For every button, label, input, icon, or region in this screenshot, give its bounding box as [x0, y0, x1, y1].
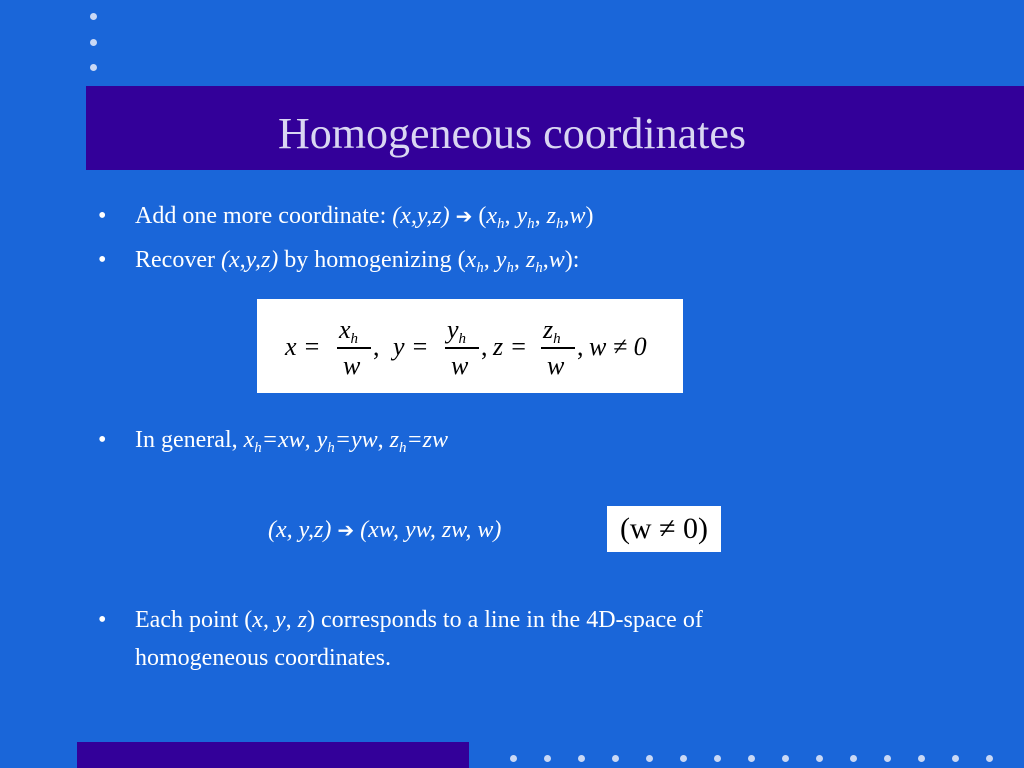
- sub-h: h: [327, 440, 335, 456]
- frac-den-w: w: [451, 351, 469, 380]
- x-var: x: [252, 607, 263, 633]
- w-var: w: [548, 247, 565, 273]
- y-var: y: [516, 203, 528, 229]
- x-var: x: [243, 427, 255, 453]
- bullet-text: :: [572, 247, 580, 273]
- bullet-recover: Recover (x,y,z) by homogenizing ($x_h$, $y_h$, $z_h,w$):: [135, 247, 580, 276]
- bullet-marker: •: [98, 203, 107, 229]
- x-var: x: [465, 247, 477, 273]
- bullet-in-general: In general, $x_h=xw$, $y_h=yw$, $z_h=zw$: [135, 427, 449, 456]
- decor-dot: [90, 64, 97, 71]
- decor-dot: [90, 13, 97, 20]
- decor-dot: [544, 755, 551, 762]
- decor-dot: [714, 755, 721, 762]
- bullet-marker: •: [98, 607, 107, 633]
- x-var: x: [339, 315, 351, 344]
- eq-xw: =xw: [261, 427, 305, 453]
- frac-num-x: [339, 315, 358, 345]
- arrow-icon: ➔: [455, 204, 473, 228]
- map-rhs: (xw, yw, zw, w): [360, 517, 502, 543]
- w-var: w: [569, 203, 586, 229]
- frac-den-w: w: [547, 351, 565, 380]
- sub-h: h: [555, 216, 564, 232]
- formula-w-condition: w ≠ 0: [589, 332, 647, 361]
- formula-image: [257, 299, 683, 393]
- bullet-add-coordinate: Add one more coordinate: (x,y,z) ➔ ($x_h$, $y_h$, $z_h,w$): [135, 203, 594, 232]
- decor-dot: [90, 39, 97, 46]
- frac-num-y: [447, 315, 466, 345]
- bullet-text: In general,: [135, 427, 244, 453]
- decor-dot: [646, 755, 653, 762]
- condition-image: (w ≠ 0): [607, 506, 721, 552]
- comma: ,: [373, 332, 380, 361]
- formula-y-lhs: y =: [393, 332, 429, 361]
- comma: ,: [481, 332, 488, 361]
- decor-dot: [782, 755, 789, 762]
- decor-dot: [918, 755, 925, 762]
- z-var: z: [543, 315, 554, 344]
- decor-dot: [510, 755, 517, 762]
- eq-zw: =zw: [406, 427, 449, 453]
- sub-h: h: [458, 331, 467, 347]
- sub-h: h: [535, 260, 543, 276]
- bullet-text: Add one more coordinate:: [135, 203, 393, 229]
- x-var: x: [486, 203, 497, 229]
- frac-num-z: [543, 315, 561, 345]
- xyz-tuple: (x,y,z): [220, 247, 279, 273]
- bullet-each-point: Each point (x, y, z) corresponds to a line in the 4D-space of: [135, 607, 703, 633]
- comma: ,: [577, 332, 584, 361]
- eq-yw: =yw: [334, 427, 378, 453]
- sub-h: h: [506, 260, 514, 276]
- z-var: z: [297, 607, 307, 633]
- bullet-text: Each point (: [135, 607, 253, 633]
- formula-z-lhs: z =: [493, 332, 528, 361]
- bullet-text: ) corresponds to a line in the 4D-space of: [306, 607, 703, 633]
- arrow-icon: ➔: [337, 518, 355, 542]
- decor-dot: [850, 755, 857, 762]
- bottom-band: [77, 742, 469, 768]
- z-var: z: [546, 203, 556, 229]
- y-var: y: [447, 315, 459, 344]
- decor-dot: [578, 755, 585, 762]
- bullet-each-point-line2: homogeneous coordinates.: [135, 645, 391, 671]
- sub-h: h: [254, 440, 262, 456]
- decor-dot: [884, 755, 891, 762]
- sub-h: h: [496, 216, 505, 232]
- sub-h: h: [398, 440, 407, 456]
- y-var: y: [495, 247, 507, 273]
- decor-dot: [816, 755, 823, 762]
- z-var: z: [389, 427, 399, 453]
- xyz-tuple: (x,y,z): [392, 203, 450, 229]
- sub-h: h: [527, 216, 535, 232]
- decor-dot: [952, 755, 959, 762]
- y-var: y: [274, 607, 286, 633]
- sub-h: h: [350, 331, 359, 347]
- decor-dot: [680, 755, 687, 762]
- bullet-text: by homogenizing: [278, 247, 458, 273]
- decor-dot: [612, 755, 619, 762]
- frac-den-w: w: [343, 351, 361, 380]
- general-mapping: [268, 516, 501, 544]
- y-var: y: [316, 427, 328, 453]
- sub-h: h: [476, 260, 484, 276]
- sub-h: h: [553, 331, 561, 347]
- bullet-marker: •: [98, 247, 107, 273]
- decor-dot: [986, 755, 993, 762]
- z-var: z: [525, 247, 536, 273]
- slide-title: Homogeneous coordinates: [278, 109, 746, 158]
- decor-dot: [748, 755, 755, 762]
- formula-x-lhs: x =: [285, 332, 321, 361]
- bullet-text: Recover: [135, 247, 221, 273]
- fraction-bar: [445, 347, 479, 349]
- fraction-bar: [337, 347, 371, 349]
- map-lhs: (x, y,z): [268, 517, 332, 543]
- bullet-marker: •: [98, 427, 107, 453]
- fraction-bar: [541, 347, 575, 349]
